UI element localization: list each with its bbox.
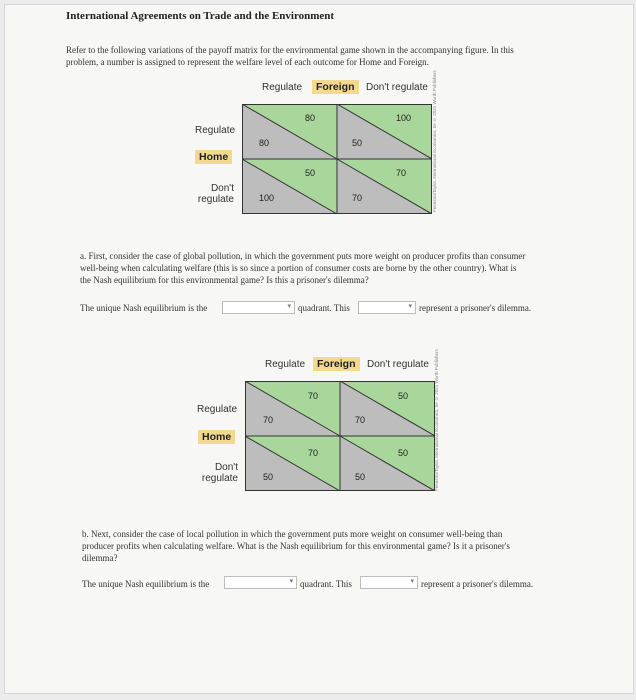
dilemma-dropdown-b[interactable] <box>360 576 418 589</box>
intro-line: Refer to the following variations of the payoff matrix for the environmental game shown in the accompanying figure. In this <box>66 45 514 55</box>
foreign-payoff: 50 <box>398 391 409 401</box>
quadrant-dropdown-a[interactable] <box>222 301 295 314</box>
home-payoff: 100 <box>259 193 275 203</box>
dilemma-dropdown-a[interactable] <box>358 301 416 314</box>
answer-b-middle: quadrant. This <box>300 579 352 589</box>
page-heading: International Agreements on Trade and the Environment <box>66 10 335 22</box>
answer-b-prefix: The unique Nash equilibrium is the <box>82 579 210 589</box>
chevron-down-icon: ▾ <box>289 577 293 585</box>
home-payoff: 70 <box>263 415 274 425</box>
home-label: Home <box>195 150 232 164</box>
foreign-payoff: 80 <box>305 113 316 123</box>
home-dont-regulate-label: Don't regulate <box>197 183 234 205</box>
foreign-dont-regulate-label: Don't regulate <box>367 359 429 370</box>
foreign-payoff: 70 <box>308 391 319 401</box>
foreign-payoff: 70 <box>308 448 319 458</box>
home-payoff: 50 <box>352 138 363 148</box>
answer-a-middle: quadrant. This <box>298 303 350 313</box>
answer-a-prefix: The unique Nash equilibrium is the <box>80 303 208 313</box>
copyright-sidebar: Feenstra/Taylor, International Economics, 5e © 2021 Worth Publishers <box>432 70 437 212</box>
foreign-dont-regulate-label: Don't regulate <box>366 82 428 93</box>
intro-text <box>66 44 514 68</box>
home-payoff: 70 <box>352 193 363 203</box>
quadrant-dropdown-b[interactable] <box>224 576 297 589</box>
home-payoff: 70 <box>355 415 366 425</box>
chevron-down-icon: ▾ <box>408 302 412 310</box>
chevron-down-icon: ▾ <box>287 302 291 310</box>
intro-line: problem, a number is assigned to represent the welfare level of each outcome for Home and Foreign. <box>66 57 429 67</box>
home-payoff: 50 <box>263 472 274 482</box>
home-dont-regulate-label: Don't regulate <box>201 462 238 484</box>
chevron-down-icon: ▾ <box>410 577 414 585</box>
answer-a-suffix: represent a prisoner's dilemma. <box>419 303 532 313</box>
foreign-payoff: 100 <box>396 113 412 123</box>
home-label: Home <box>198 430 235 444</box>
foreign-payoff: 50 <box>305 168 316 178</box>
home-payoff: 80 <box>259 138 270 148</box>
foreign-regulate-label: Regulate <box>262 82 303 93</box>
answer-b-suffix: represent a prisoner's dilemma. <box>421 579 534 589</box>
foreign-label: Foreign <box>312 80 359 94</box>
copyright-sidebar: Feenstra/Taylor, International Economics, 5e © 2021 Worth Publishers <box>434 349 439 491</box>
part-b-text: b. Next, consider the case of local pollution in which the government puts more weight on consumer well-being than producer profits when calculating welfare. What is the Nash equilibrium for this environmental game? Is it a prisoner's dilemma? <box>82 529 510 563</box>
foreign-payoff: 70 <box>396 168 407 178</box>
home-payoff: 50 <box>355 472 366 482</box>
home-regulate-label: Regulate <box>197 404 238 415</box>
foreign-label: Foreign <box>313 357 360 371</box>
part-a-text: a. First, consider the case of global pollution, in which the government puts more weight on producer profits than consumer well-being when calculating welfare (this is so since a portion of consumer costs are borne by the other country). What is the Nash equilibrium for this environmental game? Is this a prisoner's dilemma? <box>80 251 526 285</box>
foreign-regulate-label: Regulate <box>265 359 306 370</box>
home-regulate-label: Regulate <box>195 125 236 136</box>
foreign-payoff: 50 <box>398 448 409 458</box>
